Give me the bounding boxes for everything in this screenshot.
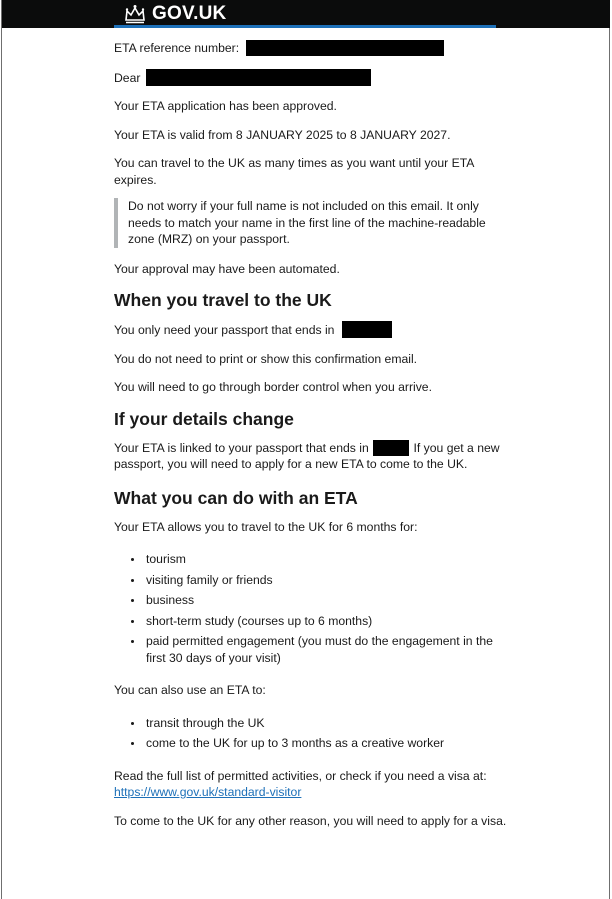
name-note: Do not worry if your full name is not included on this email. It only needs to match your name in the first line of the machine-readable zone (MRZ) on your passport.: [128, 199, 486, 246]
eta-intro: Your ETA allows you to travel to the UK for 6 months for:: [114, 519, 418, 534]
govuk-header: [2, 0, 610, 28]
list-item: visiting family or friends: [146, 572, 509, 589]
greeting: Dear: [114, 70, 141, 85]
passport-line: [114, 321, 509, 339]
eta-heading: What you can do with an ETA: [114, 487, 358, 508]
redacted-reference: [246, 40, 444, 56]
passport-text: You only need your passport that ends in: [114, 323, 335, 337]
name-note-inset: [114, 198, 509, 248]
list-item: paid permitted engagement (you must do the engagement in the first 30 days of your visit): [146, 633, 509, 666]
list-item: tourism: [146, 551, 509, 568]
list-item: short-term study (courses up to 6 months): [146, 613, 509, 630]
crown-icon: [123, 4, 147, 24]
brand-name: GOV.UK: [152, 3, 227, 24]
email-body: [114, 40, 509, 839]
read-more-label: Read the full list of permitted activities, or check if you need a visa at:: [114, 768, 487, 783]
linked-after: If you get a new passport, you will need to apply for a new ETA to come to the UK.: [114, 440, 500, 471]
reference-label: ETA reference number:: [114, 41, 240, 55]
list-item: transit through the UK: [146, 715, 509, 732]
border-text: You will need to go through border control when you arrive.: [114, 380, 432, 394]
redacted-passport-2: [373, 440, 409, 456]
other-reason-text: To come to the UK for any other reason, you will need to apply for a visa.: [114, 813, 507, 828]
linked-passport-text: [114, 440, 509, 473]
automated-text: Your approval may have been automated.: [114, 261, 340, 276]
redacted-passport: [342, 321, 392, 338]
govuk-logo[interactable]: [123, 2, 226, 26]
purposes-list: [114, 551, 509, 666]
linked-before: Your ETA is linked to your passport that ends in: [114, 440, 369, 455]
no-print-text: You do not need to print or show this confirmation email.: [114, 351, 418, 366]
standard-visitor-link[interactable]: https://www.gov.uk/standard-visitor: [114, 785, 302, 799]
list-item: business: [146, 592, 509, 609]
also-list: [114, 715, 509, 752]
validity-text: Your ETA is valid from 8 JANUARY 2025 to 8 JANUARY 2027.: [114, 127, 451, 142]
approved-text: Your ETA application has been approved.: [114, 99, 337, 113]
travel-heading: When you travel to the UK: [114, 290, 332, 310]
read-more-text: [114, 768, 509, 801]
greeting-line: [114, 69, 509, 87]
also-intro: You can also use an ETA to:: [114, 683, 266, 697]
list-item: come to the UK for up to 3 months as a creative worker: [146, 735, 509, 752]
header-rule: [114, 25, 496, 28]
details-heading: If your details change: [114, 408, 294, 429]
travel-freely-text: You can travel to the UK as many times as you want until your ETA expires.: [114, 156, 474, 187]
redacted-name: [146, 69, 371, 86]
reference-line: [114, 40, 509, 57]
